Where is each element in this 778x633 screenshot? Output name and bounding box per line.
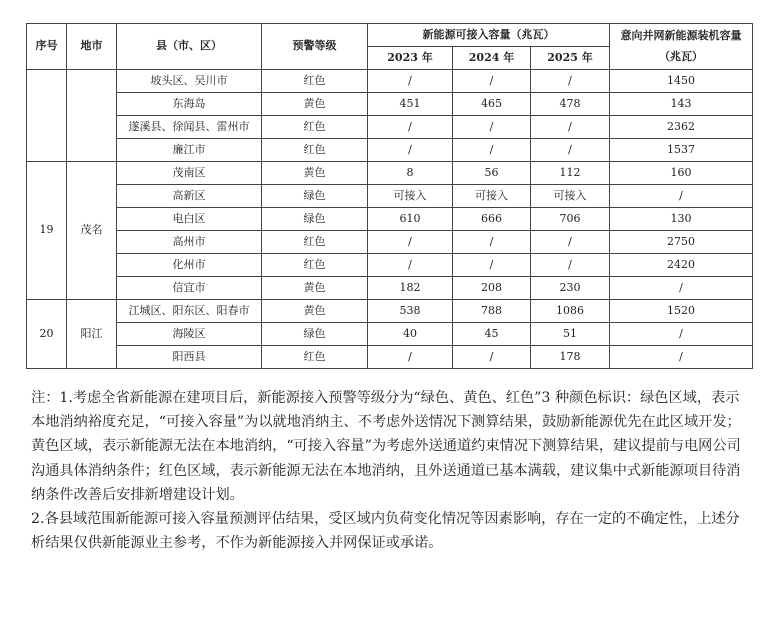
cell-2024: /: [453, 139, 531, 162]
cell-county: 电白区: [117, 208, 262, 231]
header-year-2023: 2023 年: [368, 47, 453, 70]
cell-2024: /: [453, 116, 531, 139]
header-intended-capacity: 意向并网新能源装机容量（兆瓦）: [610, 24, 753, 70]
cell-level: 黄色: [262, 162, 368, 185]
cell-level: 红色: [262, 346, 368, 369]
cell-level: 绿色: [262, 323, 368, 346]
cell-level: 绿色: [262, 185, 368, 208]
cell-level: 黄色: [262, 300, 368, 323]
table-row: [27, 93, 753, 116]
cell-intended: 1520: [610, 300, 753, 323]
cell-city: [67, 70, 117, 162]
table-row: [27, 162, 753, 185]
cell-2024: 45: [453, 323, 531, 346]
cell-2024: /: [453, 346, 531, 369]
cell-index: 19: [27, 162, 67, 300]
cell-intended: 130: [610, 208, 753, 231]
cell-2025: 178: [531, 346, 610, 369]
cell-county: 东海岛: [117, 93, 262, 116]
cell-county: 高新区: [117, 185, 262, 208]
cell-intended: 2362: [610, 116, 753, 139]
cell-county: 信宜市: [117, 277, 262, 300]
cell-2025: 可接入: [531, 185, 610, 208]
header-year-2024: 2024 年: [453, 47, 531, 70]
table-row: [27, 70, 753, 93]
capacity-table: [26, 23, 753, 369]
cell-2024: 465: [453, 93, 531, 116]
cell-intended: 160: [610, 162, 753, 185]
cell-2023: 可接入: [368, 185, 453, 208]
table-row: [27, 323, 753, 346]
cell-2023: /: [368, 116, 453, 139]
header-index: 序号: [27, 24, 67, 70]
cell-level: 红色: [262, 139, 368, 162]
cell-2023: /: [368, 231, 453, 254]
cell-2025: 706: [531, 208, 610, 231]
cell-level: 黄色: [262, 277, 368, 300]
table-row: [27, 346, 753, 369]
cell-county: 阳西县: [117, 346, 262, 369]
cell-2024: /: [453, 254, 531, 277]
cell-2023: /: [368, 346, 453, 369]
cell-county: 遂溪县、徐闻县、雷州市: [117, 116, 262, 139]
cell-2025: 51: [531, 323, 610, 346]
header-year-2025: 2025 年: [531, 47, 610, 70]
cell-2023: /: [368, 254, 453, 277]
cell-county: 坡头区、吴川市: [117, 70, 262, 93]
cell-2024: /: [453, 231, 531, 254]
cell-intended: 2420: [610, 254, 753, 277]
cell-level: 红色: [262, 231, 368, 254]
cell-county: 江城区、阳东区、阳春市: [117, 300, 262, 323]
header-capacity-group: 新能源可接入容量（兆瓦）: [368, 24, 610, 47]
table-row: [27, 254, 753, 277]
cell-city: 阳江: [67, 300, 117, 369]
cell-2025: /: [531, 139, 610, 162]
cell-2025: /: [531, 70, 610, 93]
cell-2024: 666: [453, 208, 531, 231]
table-row: [27, 277, 753, 300]
cell-county: 海陵区: [117, 323, 262, 346]
cell-city: 茂名: [67, 162, 117, 300]
cell-2025: 112: [531, 162, 610, 185]
cell-county: 茂南区: [117, 162, 262, 185]
cell-index: 20: [27, 300, 67, 369]
cell-intended: 1450: [610, 70, 753, 93]
notes: [31, 386, 753, 555]
table-row: [27, 116, 753, 139]
cell-intended: /: [610, 346, 753, 369]
cell-2024: 208: [453, 277, 531, 300]
cell-2023: /: [368, 70, 453, 93]
cell-county: 化州市: [117, 254, 262, 277]
cell-level: 黄色: [262, 93, 368, 116]
cell-intended: /: [610, 185, 753, 208]
cell-2023: 610: [368, 208, 453, 231]
cell-county: 高州市: [117, 231, 262, 254]
header-county: 县（市、区）: [117, 24, 262, 70]
cell-2025: /: [531, 231, 610, 254]
note-1: 注：1.考虑全省新能源在建项目后，新能源接入预警等级分为“绿色、黄色、红色”3 种颜色标识：绿色区域，表示本地消纳裕度充足，“可接入容量”为以就地消纳主、不考虑外送情况下测算结果，鼓励新能源优先在此区域开发；黄色区域，表示新能源无法在本地消纳，“可接入容量”为考虑外送通道约束情况下测算结果，建议提前与电网公司沟通具体消纳条件；红色区域，表示新能源无法在本地消纳，且外送通道已基本满载，建议集中式新能源项目待消纳条件改善后安排新增建设计划。: [31, 390, 741, 503]
cell-2025: /: [531, 254, 610, 277]
cell-2023: /: [368, 139, 453, 162]
cell-level: 红色: [262, 70, 368, 93]
cell-2023: 182: [368, 277, 453, 300]
cell-2024: 56: [453, 162, 531, 185]
cell-2023: 40: [368, 323, 453, 346]
cell-2023: 8: [368, 162, 453, 185]
cell-2023: 451: [368, 93, 453, 116]
cell-2023: 538: [368, 300, 453, 323]
cell-2024: 788: [453, 300, 531, 323]
header-warning-level: 预警等级: [262, 24, 368, 70]
table-row: [27, 231, 753, 254]
cell-intended: 143: [610, 93, 753, 116]
cell-2025: /: [531, 116, 610, 139]
cell-level: 红色: [262, 116, 368, 139]
cell-index: [27, 70, 67, 162]
note-2: 2.各县域范围新能源可接入容量预测评估结果，受区域内负荷变化情况等因素影响，存在一定的不确定性，上述分析结果仅供新能源业主参考，不作为新能源接入并网保证或承诺。: [31, 511, 740, 552]
cell-intended: 2750: [610, 231, 753, 254]
table-row: [27, 208, 753, 231]
header-city: 地市: [67, 24, 117, 70]
cell-2024: 可接入: [453, 185, 531, 208]
table-row: [27, 300, 753, 323]
cell-intended: /: [610, 323, 753, 346]
cell-2024: /: [453, 70, 531, 93]
table-row: [27, 185, 753, 208]
cell-intended: 1537: [610, 139, 753, 162]
cell-2025: 478: [531, 93, 610, 116]
table-row: [27, 139, 753, 162]
cell-county: 廉江市: [117, 139, 262, 162]
cell-intended: /: [610, 277, 753, 300]
cell-2025: 230: [531, 277, 610, 300]
cell-level: 红色: [262, 254, 368, 277]
cell-level: 绿色: [262, 208, 368, 231]
cell-2025: 1086: [531, 300, 610, 323]
